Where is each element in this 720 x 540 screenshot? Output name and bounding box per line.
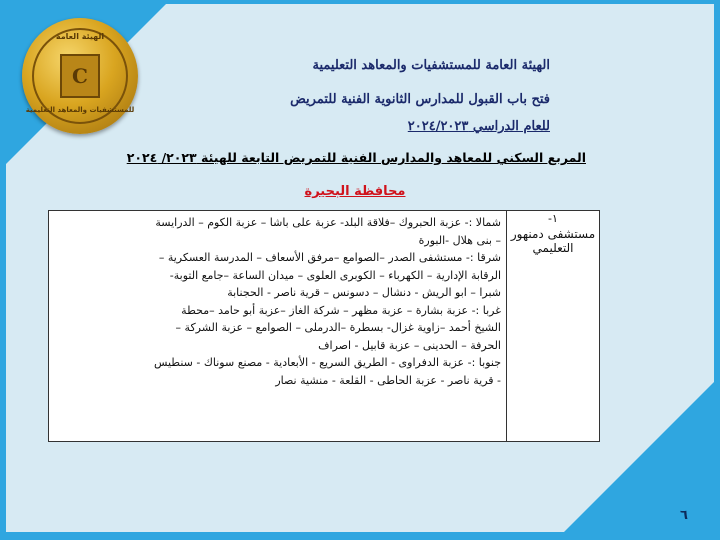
areas-cell [49,211,507,442]
area-line: شرقا :- مستشفى الصدر –الصوامع –مرفق الأسعاف – المدرسة العسكرية – [158,251,501,264]
area-line: شبرا – ابو الريش - دنشال – دسونس – قرية ناصر - الحجنابة [227,286,501,299]
logo-bottom-text: للمستشفيات والمعاهد التعليمية [25,106,135,114]
residential-areas-table [48,210,600,442]
table-row [49,211,600,442]
area-line: الشيخ أحمد –زاوية غزال- بسطرة –الدرملى – الصوامع – عزبة الشركة – [175,321,501,334]
governorate-heading: محافظة البحيرة [304,184,406,199]
area-line: الرقابة الإدارية – الكهرباء – الكوبرى العلوى – ميدان الساعة –جامع التوبة- [169,268,501,282]
row-number: ١- [548,212,558,225]
hospital-name: مستشفى دمنهور التعليمي [510,227,596,255]
area-line: غربا :- عزبة بشارة – عزبة مظهر – شركة الغاز –عزبة أبو حامد –محطة [181,303,501,317]
logo-top-text: الهيئة العامة [55,32,105,41]
logo-mark: C [60,54,100,98]
page-number: ٦ [680,508,688,523]
area-line: - قرية ناصر - عزبة الحاطى - القلعة - منشية نصار [275,373,501,387]
hospital-cell [507,211,600,442]
header-authority: الهيئة العامة للمستشفيات والمعاهد التعليمية [312,58,550,73]
header-academic-year: للعام الدراسي ٢٠٢٤/٢٠٢٣ [407,119,550,134]
document-subtitle: المربع السكني للمعاهد والمدارس الفنية للتمريض التابعة للهيئة ٢٠٢٣/ ٢٠٢٤ [126,150,586,165]
area-line: جنوبا :- عزبة الدفراوى - الطريق السريع - الأبعادية - مصنع سوناك - سنطيس [153,356,501,369]
area-line: الحرفة – الحدينى – عزبة قابيل - اصراف [318,338,501,352]
area-line: شمالا :- عزبة الحبروك –فلاقة البلد- عزبة على باشا – عزبة الكوم – الدرايسة [155,216,501,229]
area-line: – بنى هلال -البورة [418,233,501,247]
organization-logo [22,18,138,134]
header-admission: فتح باب القبول للمدارس الثانوية الفنية للتمريض [290,92,550,107]
